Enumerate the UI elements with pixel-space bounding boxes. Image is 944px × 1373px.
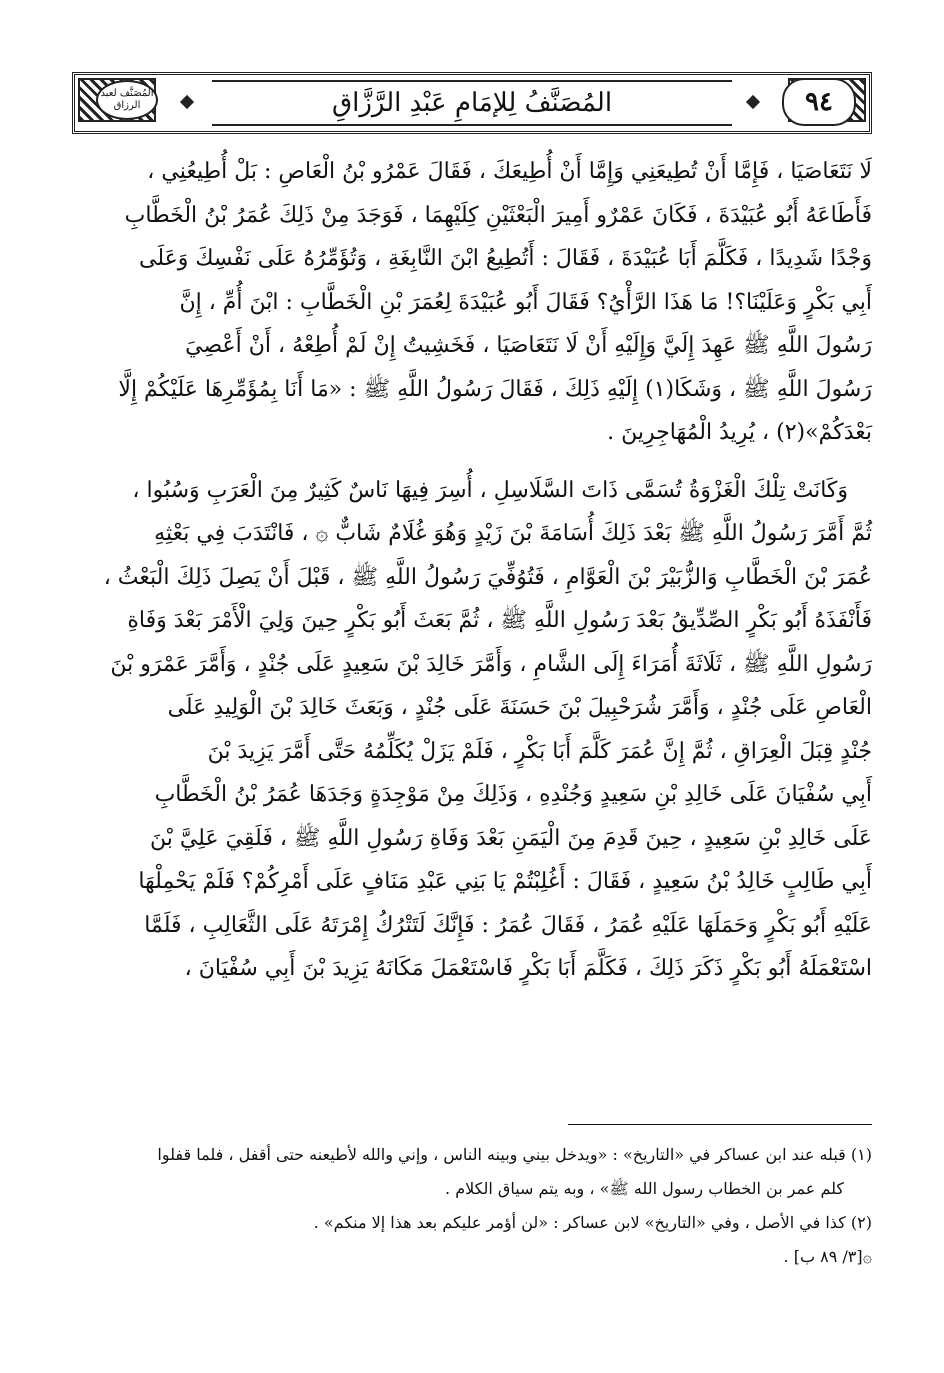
footnote-divider	[568, 1124, 872, 1125]
text-line: ثُمَّ أَمَّرَ رَسُولُ اللَّهِ ﷺ بَعْدَ ذَلِكَ أُسَامَةَ بْنَ زَيْدٍ وَهُوَ غُلَامٌ شَابٌّ ۞ ، فَانْتَدَبَ فِي بَعْثِهِ	[154, 521, 872, 546]
footnote-1: (١) قبله عند ابن عساكر في «التاريخ» : «ويدخل بيني وبينه الناس ، وإني والله لأطيعنه حتى أقفل ، فلما قفلوا	[157, 1145, 872, 1164]
text-line: وَكَانَتْ تِلْكَ الْغَزْوَةُ تُسَمَّى ذَاتَ السَّلَاسِلِ ، أُسِرَ فِيهَا نَاسٌ كَثِيرٌ مِنَ الْعَرَبِ وَسُبُوا ،	[132, 477, 848, 503]
main-text	[72, 150, 872, 991]
book-title: المُصَنَّفُ لِلإمَامِ عَبْدِ الرَّزَّاقِ	[212, 80, 732, 126]
text-line: فَأَنْفَذَهُ أَبُو بَكْرٍ الصِّدِّيقُ بَعْدَ رَسُولِ اللَّهِ ﷺ ، ثُمَّ بَعَثَ أَبُو بَكْرٍ حِينَ وَلِيَ الْأَمْرَ بَعْدَ وَفَاةِ	[127, 608, 872, 633]
manuscript-marker: ۞[٣/ ٨٩ ب] .	[783, 1247, 872, 1266]
text-line: عَلَيْهِ أَبُو بَكْرٍ وَحَمَلَهَا عَلَيْهِ عُمَرُ ، فَقَالَ عُمَرُ : فَإِنَّكَ لَتَتْرُكُ إِمْرَتَهُ عَلَى الثَّعَالِبِ ، فَلَمَّا	[144, 912, 872, 938]
text-line: عُمَرَ بْنَ الْخَطَّابِ وَالزُّبَيْرَ بْنَ الْعَوَّامِ ، فَتُوُفِّيَ رَسُولُ اللَّهِ ﷺ ، قَبْلَ أَنْ يَصِلَ ذَلِكَ الْبَعْثُ ،	[103, 564, 872, 590]
text-line: بَعْدَكُمْ»(٢) ، يُرِيدُ الْمُهَاجِرِينَ .	[607, 420, 872, 445]
text-line: رَسُولَ اللَّهِ ﷺ عَهِدَ إِلَيَّ وَإِلَيْهِ أَنْ لَا نَتَعَاصَيَا ، فَخَشِيتُ إِنْ لَمْ أُطِعْهُ ، أَنْ أَعْصِيَ	[185, 333, 872, 358]
text-line: أَبِي طَالِبٍ خَالِدُ بْنُ سَعِيدٍ ، فَقَالَ : أَغُلِبْتُمْ يَا بَنِي عَبْدِ مَنَافٍ عَلَى أَمْرِكُمْ؟ فَلَمْ يَحْمِلْهَا	[138, 869, 872, 894]
footnote-2: (٢) كذا في الأصل ، وفي «التاريخ» لابن عساكر : «لن أؤمر عليكم بعد هذا إلا منكم» .	[313, 1213, 872, 1232]
text-line: الْعَاصِ عَلَى جُنْدٍ ، وَأَمَّرَ شُرَحْبِيلَ بْنَ حَسَنَةَ عَلَى جُنْدٍ ، وَبَعَثَ خَالِدَ بْنَ الْوَلِيدِ عَلَى	[167, 695, 872, 720]
footnote-1-continued: كلم عمر بن الخطاب رسول الله ﷺ» ، وبه يتم سياق الكلام .	[445, 1179, 844, 1198]
text-line: اسْتَعْمَلَهُ أَبُو بَكْرٍ ذَكَرَ ذَلِكَ ، فَكَلَّمَ أَبَا بَكْرٍ فَاسْتَعْمَلَ مَكَانَهُ يَزِيدَ بْنَ أَبِي سُفْيَانَ ،	[184, 956, 872, 981]
book-seal	[96, 80, 158, 120]
text-line: عَلَى خَالِدِ بْنِ سَعِيدٍ ، حِينَ قَدِمَ مِنَ الْيَمَنِ بَعْدَ وَفَاةِ رَسُولِ اللَّهِ ﷺ ، فَلَقِيَ عَلِيَّ بْنَ	[149, 825, 872, 851]
text-line: فَأَطَاعَهُ أَبُو عُبَيْدَةَ ، فَكَانَ عَمْرٌو أَمِيرَ الْبَعْثَيْنِ كِلَيْهِمَا ، فَوَجَدَ مِنْ ذَلِكَ عُمَرُ بْنُ الْخَطَّابِ	[124, 202, 872, 228]
page-number: ٩٤	[782, 78, 856, 126]
page-header	[72, 72, 872, 134]
text-line: رَسُولَ اللَّهِ ﷺ ، وَشَكَا(١) إِلَيْهِ ذَلِكَ ، فَقَالَ رَسُولُ اللَّهِ ﷺ : «مَا أَنَا بِمُؤَمِّرِهَا عَلَيْكُمْ إِلَّا	[118, 376, 872, 402]
text-line: لَا نَتَعَاصَيَا ، فَإِمَّا أَنْ تُطِيعَنِي وَإِمَّا أَنْ أُطِيعَكَ ، فَقَالَ عَمْرُو بْنُ الْعَاصِ : بَلْ أُطِيعُنِي ،	[147, 159, 872, 184]
text-line: أَبِي بَكْرٍ وَعَلَيْنَا؟! مَا هَذَا الرَّأْيُ؟ فَقَالَ أَبُو عُبَيْدَةَ لِعُمَرَ بْنِ الْخَطَّابِ : ابْنَ أُمِّ ، إِنَّ	[179, 289, 872, 315]
text-line: أَبِي سُفْيَانَ عَلَى خَالِدِ بْنِ سَعِيدٍ وَجُنْدِهِ ، وَذَلِكَ مِنْ مَوْجِدَةٍ وَجَدَهَا عُمَرُ بْنُ الْخَطَّابِ	[154, 782, 872, 807]
text-line: وَجْدًا شَدِيدًا ، فَكَلَّمَ أَبَا عُبَيْدَةَ ، فَقَالَ : أَتُطِيعُ ابْنَ النَّابِغَةِ ، وَتُؤَمِّرُهُ عَلَى نَفْسِكَ وَعَلَى	[139, 246, 872, 271]
text-line: رَسُولِ اللَّهِ ﷺ ، ثَلَاثَةَ أُمَرَاءَ إِلَى الشَّامِ ، وَأَمَّرَ خَالِدَ بْنَ سَعِيدٍ عَلَى جُنْدٍ ، وَأَمَّرَ عَمْرَو بْنَ	[110, 651, 872, 677]
seal-text: المُصَنَّف لعبد الرزاق	[100, 88, 154, 111]
text-line: جُنْدٍ قِبَلَ الْعِرَاقِ ، ثُمَّ إِنَّ عُمَرَ كَلَّمَ أَبَا بَكْرٍ ، فَلَمْ يَزَلْ يُكَلِّمُهُ حَتَّى أَمَّرَ يَزِيدَ بْنَ	[207, 738, 872, 764]
footnotes	[72, 1138, 872, 1274]
